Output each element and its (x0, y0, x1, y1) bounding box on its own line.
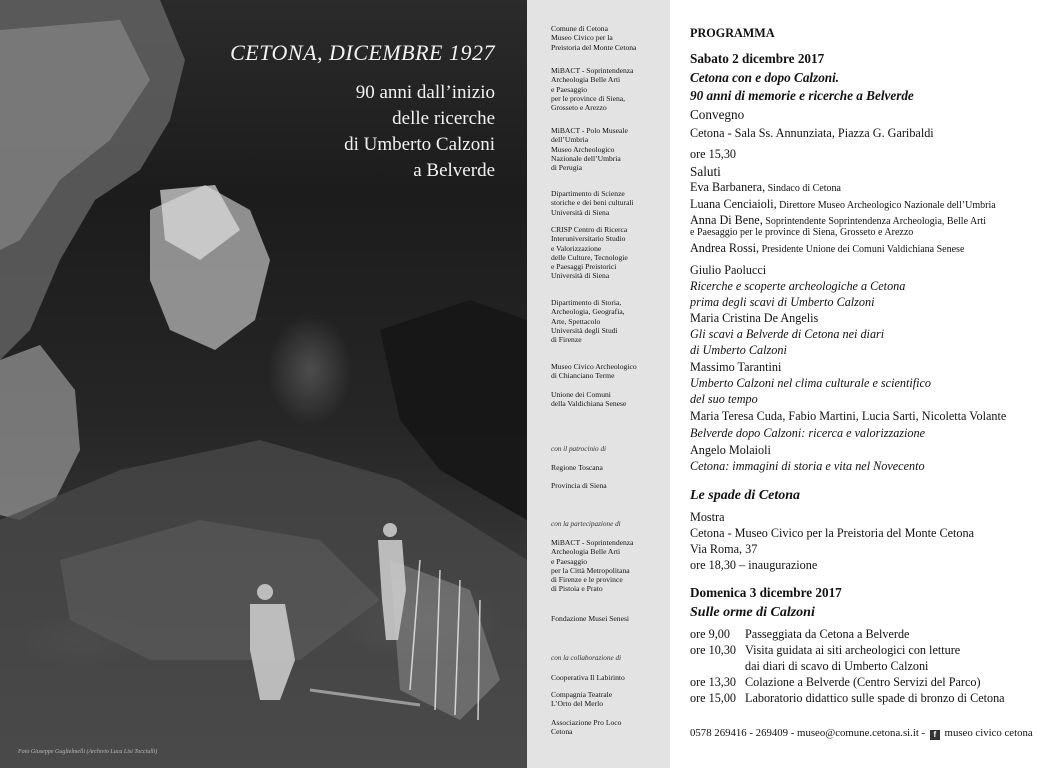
schedule-time: ore 15,00 (690, 691, 737, 705)
partecipazione-item: MiBACT - Soprintendenza Archeologia Belle Arti e Paesaggio per la Città Metropolitana di Firenze e le province di Pistoia e Prato (551, 538, 634, 594)
photo-title-date: CETONA, DICEMBRE 1927 (230, 40, 495, 65)
convegno-place: Cetona - Sala Ss. Annunziata, Piazza G. Garibaldi (690, 126, 934, 140)
contact-info: 0578 269416 - 269409 - museo@comune.cetona.si.it - (690, 727, 926, 739)
greeting-role: Direttore Museo Archeologico Nazionale dell’Umbria (776, 200, 996, 211)
talk-title: Umberto Calzoni nel clima culturale e scientifico (690, 376, 932, 390)
collaborazione-item: Cooperativa Il Labirinto (551, 673, 625, 682)
saluti-label: Saluti (690, 164, 721, 179)
talk-title: prima degli scavi di Umberto Calzoni (690, 295, 875, 309)
greeting (690, 197, 996, 212)
talk-speaker: Maria Cristina De Angelis (690, 311, 819, 325)
sponsor-item: CRISP Centro di Ricerca Interuniversitario Studio e Valorizzazione delle Culture, Tecnologie e Paesaggi Preistorici Università di Siena (551, 225, 628, 281)
talk-title: Gli scavi a Belverde di Cetona nei diari (690, 327, 885, 341)
program-column (670, 0, 1056, 768)
greeting (690, 180, 841, 195)
photo-title-line: a Belverde (413, 160, 495, 181)
schedule-activity: dai diari di scavo di Umberto Calzoni (745, 659, 929, 673)
mostra-address: Via Roma, 37 (690, 542, 758, 556)
mostra-label: Mostra (690, 510, 725, 524)
talk-speaker: Giulio Paolucci (690, 263, 767, 277)
collaborazione-item: Associazione Pro Loco Cetona (551, 718, 622, 737)
greeting (690, 241, 964, 256)
sponsor-item: Dipartimento di Scienze storiche e dei beni culturali Università di Siena (551, 189, 634, 217)
day1-heading: Sabato 2 dicembre 2017 (690, 51, 825, 66)
mostra-title: Le spade di Cetona (690, 488, 801, 503)
mostra-place: Cetona - Museo Civico per la Preistoria del Monte Cetona (690, 526, 974, 540)
cave-photo (0, 0, 527, 768)
partecipazione-heading: con la partecipazione di (551, 520, 621, 528)
schedule-activity: Passeggiata da Cetona a Belverde (745, 627, 910, 641)
sponsor-item: MiBACT - Soprintendenza Archeologia Belle Arti e Paesaggio per le province di Siena, Grosseto e Arezzo (551, 66, 634, 113)
photo-title-line: delle ricerche (392, 108, 495, 129)
collaborazione-item: Compagnia Teatrale L’Orto del Merlo (551, 690, 613, 709)
sponsor-item: Comune di Cetona Museo Civico per la Preistoria del Monte Cetona (551, 24, 637, 52)
greeting-role: Soprintendente Soprintendenza Archeologia, Belle Arti (762, 216, 987, 227)
mostra-time: ore 18,30 – inaugurazione (690, 558, 818, 572)
schedule-time: ore 9,00 (690, 627, 730, 641)
schedule-activity: Laboratorio didattico sulle spade di bronzo di Cetona (745, 691, 1005, 705)
schedule-activity: Colazione a Belverde (Centro Servizi del Parco) (745, 675, 981, 689)
sponsor-item: Dipartimento di Storia, Archeologia, Geografia, Arte, Spettacolo Università degli Studi di Firenze (551, 298, 625, 345)
day1-title: 90 anni di memorie e ricerche a Belverde (690, 88, 914, 103)
greeting-name: Anna Di Bene, (690, 213, 763, 227)
photo-title-line: 90 anni dall’inizio (355, 82, 495, 103)
photo-title-main (344, 80, 495, 184)
talk-title: Belverde dopo Calzoni: ricerca e valorizzazione (690, 426, 926, 440)
photo-credit: Foto Giuseppe Guglielmelli (Archivio Luca Lisi Tocciulli) (18, 749, 158, 755)
partecipazione-item: Fondazione Musei Senesi (551, 614, 630, 623)
day2-heading: Domenica 3 dicembre 2017 (690, 585, 842, 600)
convegno-label: Convegno (690, 107, 745, 122)
talk-title: di Umberto Calzoni (690, 343, 787, 357)
facebook-page[interactable]: museo civico cetona (944, 727, 1033, 739)
greeting-role-cont: e Paesaggio per le province di Siena, Grosseto e Arezzo (690, 227, 914, 238)
talk-title: Ricerche e scoperte archeologiche a Cetona (690, 279, 906, 293)
talk-speaker: Angelo Molaioli (690, 443, 771, 457)
greeting (690, 213, 986, 228)
schedule-activity: Visita guidata ai siti archeologici con letture (745, 643, 961, 657)
collaborazione-heading: con la collaborazione di (551, 654, 622, 662)
patrocinio-item: Regione Toscana (551, 463, 603, 472)
program-heading: PROGRAMMA (690, 26, 775, 40)
sponsor-item: Unione dei Comuni della Valdichiana Senese (551, 390, 627, 409)
convegno-time: ore 15,30 (690, 147, 737, 161)
day2-title: Sulle orme di Calzoni (690, 605, 815, 620)
sponsor-item: MiBACT - Polo Museale dell’Umbria Museo Archeologico Nazionale dell’Umbria di Perugia (551, 126, 628, 173)
talk-title: del suo tempo (690, 392, 758, 406)
greeting-name: Andrea Rossi, (690, 241, 760, 255)
schedule-time: ore 13,30 (690, 675, 737, 689)
patrocinio-heading: con il patrocinio di (551, 445, 607, 453)
sponsor-item: Museo Civico Archeologico di Chianciano Terme (551, 362, 637, 381)
greeting-name: Eva Barbanera, (690, 180, 766, 194)
photo-title-line: di Umberto Calzoni (344, 134, 495, 155)
talk-speaker: Maria Teresa Cuda, Fabio Martini, Lucia Sarti, Nicoletta Volante (690, 409, 1007, 423)
schedule-time: ore 10,30 (690, 643, 737, 657)
day1-title: Cetona con e dopo Calzoni. (690, 70, 840, 85)
patrocinio-item: Provincia di Siena (551, 481, 607, 490)
greeting-role: Sindaco di Cetona (765, 183, 841, 194)
talk-title: Cetona: immagini di storia e vita nel Novecento (690, 459, 925, 473)
greeting-role: Presidente Unione dei Comuni Valdichiana Senese (759, 244, 965, 255)
facebook-icon: f (930, 730, 940, 740)
talk-speaker: Massimo Tarantini (690, 360, 782, 374)
sponsor-column (527, 0, 670, 768)
contact-footer (690, 727, 1033, 740)
greeting-name: Luana Cenciaioli, (690, 197, 777, 211)
